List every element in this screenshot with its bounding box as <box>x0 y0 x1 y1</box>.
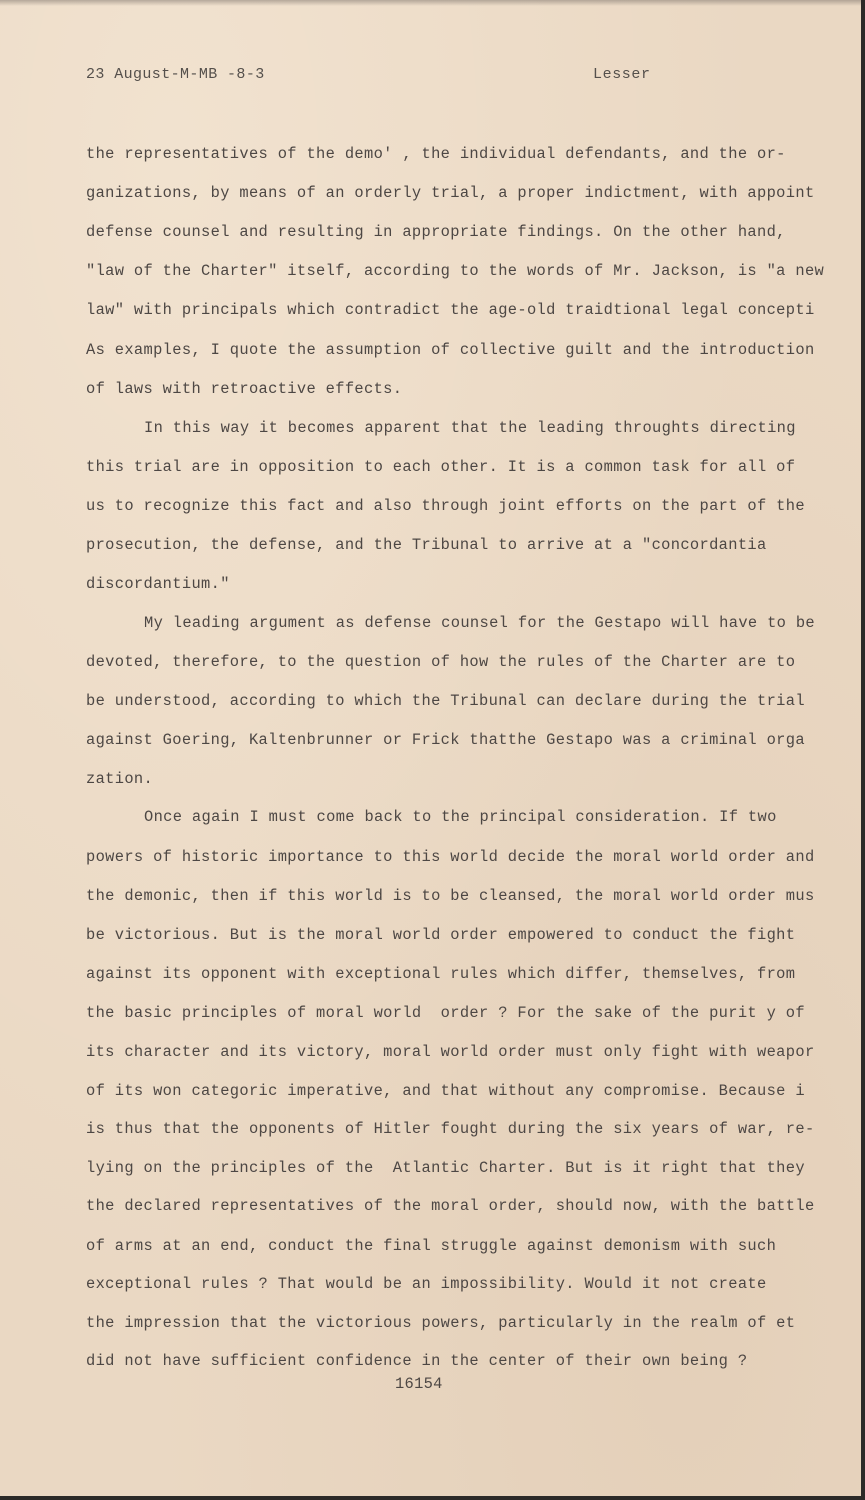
text-line: ganizations, by means of an orderly trial, a proper indictment, with appoint <box>86 184 815 202</box>
text-line: the demonic, then if this world is to be cleansed, the moral world order mus <box>86 887 815 905</box>
text-line: prosecution, the defense, and the Tribunal to arrive at a "concordantia <box>86 536 767 554</box>
text-line: this trial are in opposition to each other. It is a common task for all of <box>86 458 796 476</box>
text-line: the impression that the victorious powers, particularly in the realm of et <box>86 1314 796 1332</box>
text-line: the declared representatives of the moral order, should now, with the battle <box>86 1197 815 1215</box>
text-line: of laws with retroactive effects. <box>86 380 403 398</box>
text-line: is thus that the opponents of Hitler fought during the six years of war, re- <box>86 1120 815 1138</box>
text-line: did not have sufficient confidence in the center of their own being ? <box>86 1352 748 1370</box>
text-line: us to recognize this fact and also through joint efforts on the part of the <box>86 497 805 515</box>
text-line: "law of the Charter" itself, according to the words of Mr. Jackson, is "a new <box>86 262 825 280</box>
text-line: exceptional rules ? That would be an impossibility. Would it not create <box>86 1275 767 1293</box>
text-line: zation. <box>86 770 154 788</box>
text-line: of arms at an end, conduct the final struggle against demonism with such <box>86 1237 777 1255</box>
text-line: defense counsel and resulting in appropriate findings. On the other hand, <box>86 223 786 241</box>
page-number: 16154 <box>395 1375 443 1393</box>
text-line: As examples, I quote the assumption of collective guilt and the introduction <box>86 341 815 359</box>
text-line: be understood, according to which the Tribunal can declare during the trial <box>86 692 805 710</box>
text-line: of its won categoric imperative, and that without any compromise. Because i <box>86 1082 805 1100</box>
header-speaker: Lesser <box>593 66 651 83</box>
text-line: Once again I must come back to the principal consideration. If two <box>144 808 777 826</box>
text-line: against its opponent with exceptional rules which differ, themselves, from <box>86 965 796 983</box>
text-line: My leading argument as defense counsel for the Gestapo will have to be <box>144 614 816 632</box>
text-line: its character and its victory, moral world order must only fight with weapor <box>86 1043 815 1061</box>
text-line: be victorious. But is the moral world order empowered to conduct the fight <box>86 926 796 944</box>
text-line: the basic principles of moral world order ? For the sake of the purit y of <box>86 1004 805 1022</box>
text-line: law" with principals which contradict the age-old traidtional legal concepti <box>86 301 815 319</box>
text-line: powers of historic importance to this world decide the moral world order and <box>86 848 815 866</box>
text-line: discordantium." <box>86 575 230 593</box>
text-line: lying on the principles of the Atlantic Charter. But is it right that they <box>86 1159 805 1177</box>
text-line: In this way it becomes apparent that the leading throughts directing <box>144 419 796 437</box>
text-line: devoted, therefore, to the question of how the rules of the Charter are to <box>86 653 796 671</box>
header-reference: 23 August-M-MB -8-3 <box>86 66 265 83</box>
text-line: the representatives of the demo' , the individual defendants, and the or- <box>86 145 786 163</box>
text-line: against Goering, Kaltenbrunner or Frick thatthe Gestapo was a criminal orga <box>86 731 805 749</box>
